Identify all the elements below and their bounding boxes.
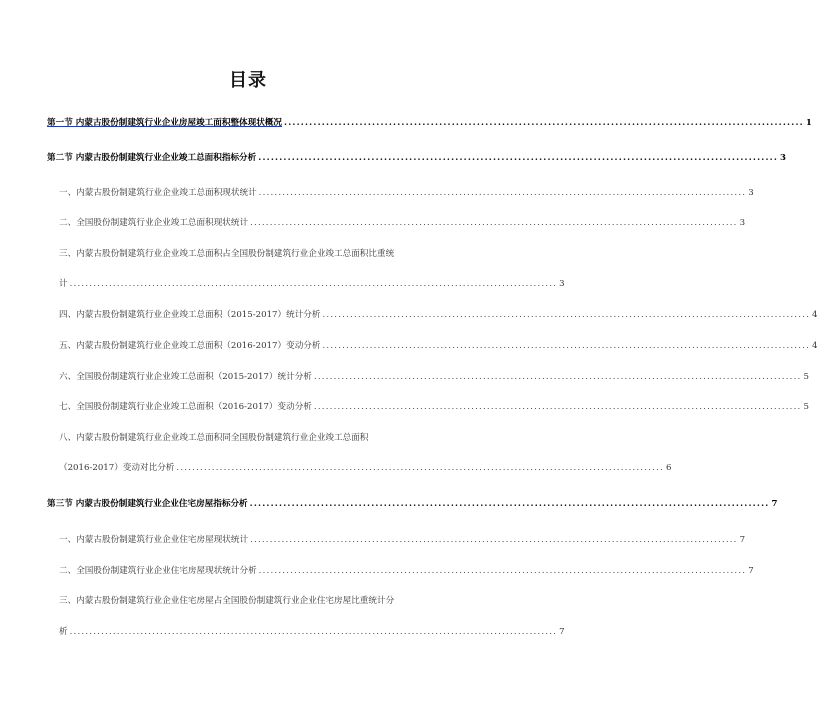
dot-leader: ............................................................................................................................: [313, 402, 802, 412]
toc-title: 目录: [229, 70, 267, 91]
toc-page-number: 5: [803, 402, 809, 412]
dot-leader: ............................................................................................................................: [313, 372, 802, 382]
toc-entry-2-2[interactable]: [47, 216, 746, 230]
dot-leader: ............................................................................................................................: [258, 566, 747, 576]
toc-entry-text: 析: [59, 627, 68, 637]
toc-entry-section-2[interactable]: [47, 151, 787, 165]
dot-leader: ............................................................................................................................: [322, 310, 811, 320]
toc-entry-2-5[interactable]: [47, 339, 818, 353]
dot-leader: ............................................................................................................................: [250, 218, 738, 228]
toc-entry-2-3-line1[interactable]: 三、内蒙古股份制建筑行业企业竣工总面积占全国股份制建筑行业企业竣工总面积比重统: [59, 249, 395, 259]
toc-entry-3-2[interactable]: [47, 564, 754, 578]
toc-page-number: 7: [771, 499, 778, 509]
toc-entry-text: （2016-2017）变动对比分析: [59, 463, 175, 473]
toc-entry-text: 四、内蒙古股份制建筑行业企业竣工总面积（2015-2017）统计分析: [59, 310, 321, 320]
toc-entry-2-8[interactable]: [47, 461, 672, 475]
toc-entry-text: 一、内蒙古股份制建筑行业企业住宅房屋现状统计: [59, 535, 249, 545]
toc-page-number: 5: [803, 372, 809, 382]
toc-entry-3-3[interactable]: [47, 625, 565, 639]
toc-entry-2-3[interactable]: [47, 277, 565, 291]
toc-page-number: 3: [559, 279, 565, 289]
toc-entry-3-3-line1[interactable]: 三、内蒙古股份制建筑行业企业住宅房屋占全国股份制建筑行业企业住宅房屋比重统计分: [59, 596, 395, 606]
toc-entry-section-1[interactable]: [47, 116, 812, 130]
toc-entry-text: 二、全国股份制建筑行业企业住宅房屋现状统计分析: [59, 566, 257, 576]
toc-page-number: 4: [812, 310, 818, 320]
toc-entry-3-1[interactable]: [47, 533, 746, 547]
toc-entry-text: 五、内蒙古股份制建筑行业企业竣工总面积（2016-2017）变动分析: [59, 341, 321, 351]
dot-leader: ............................................................................................................................: [258, 188, 747, 198]
toc-page-number: 1: [805, 118, 812, 128]
toc-page-number: 3: [780, 153, 787, 163]
dot-leader: ............................................................................................................................: [69, 627, 558, 637]
toc-entry-2-4[interactable]: [47, 308, 818, 322]
toc-entry-text: 第三节 内蒙古股份制建筑行业企业住宅房屋指标分析: [47, 499, 248, 509]
toc-page-number: 7: [559, 627, 565, 637]
toc-entry-text: 第一节 内蒙古股份制建筑行业企业房屋竣工面积整体现状概况: [47, 118, 283, 128]
dot-leader: ............................................................................................................................: [69, 279, 558, 289]
toc-entry-text: 第二节 内蒙古股份制建筑行业企业竣工总面积指标分析: [47, 153, 257, 163]
toc-entry-text: 二、全国股份制建筑行业企业竣工总面积现状统计: [59, 218, 249, 228]
toc-page-number: 3: [748, 188, 754, 198]
toc-entry-section-3[interactable]: [47, 497, 778, 511]
toc-entry-2-1[interactable]: [47, 186, 754, 200]
toc-entry-2-6[interactable]: [47, 370, 809, 384]
toc-page-number: 4: [812, 341, 818, 351]
toc-page-number: 7: [748, 566, 754, 576]
toc-page-number: 3: [739, 218, 746, 228]
dot-leader: ............................................................................................................................: [284, 118, 804, 128]
toc-entry-2-7[interactable]: [47, 400, 809, 414]
dot-leader: ............................................................................................................................: [250, 535, 738, 545]
dot-leader: ............................................................................................................................: [249, 499, 770, 509]
toc-entry-2-8-line1[interactable]: 八、内蒙古股份制建筑行业企业竣工总面积同全国股份制建筑行业企业竣工总面积: [59, 433, 369, 443]
dot-leader: ............................................................................................................................: [322, 341, 811, 351]
dot-leader: ............................................................................................................................: [258, 153, 779, 163]
toc-entry-text: 七、全国股份制建筑行业企业竣工总面积（2016-2017）变动分析: [59, 402, 312, 412]
toc-page-number: 6: [665, 463, 672, 473]
toc-entry-text: 一、内蒙古股份制建筑行业企业竣工总面积现状统计: [59, 188, 257, 198]
toc-entry-text: 六、全国股份制建筑行业企业竣工总面积（2015-2017）统计分析: [59, 372, 312, 382]
toc-entry-text: 计: [59, 279, 68, 289]
toc-page-number: 7: [739, 535, 746, 545]
dot-leader: ............................................................................................................................: [176, 463, 664, 473]
